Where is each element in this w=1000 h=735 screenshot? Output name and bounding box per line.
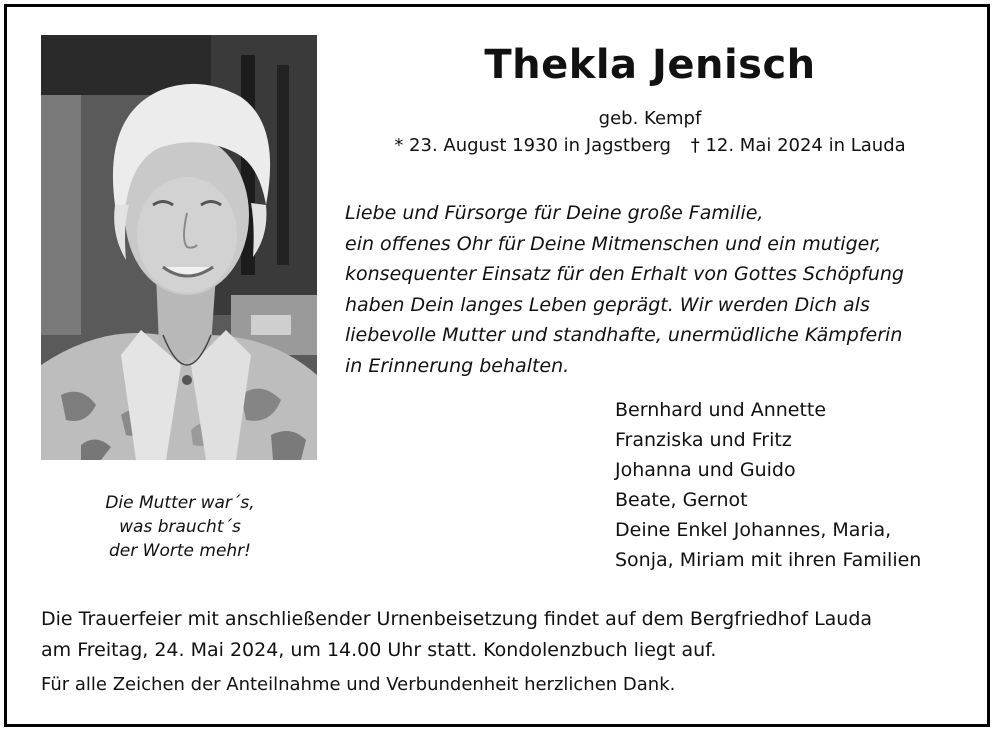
mourner-entry: Deine Enkel Johannes, Maria, (615, 519, 892, 541)
caption-line: was braucht´s (119, 517, 241, 537)
memorial-line: Liebe und Fürsorge für Deine große Familie, (345, 202, 764, 224)
memorial-line: konsequenter Einsatz für den Erhalt von Gottes Schöpfung (345, 263, 904, 285)
memorial-line: liebevolle Mutter und standhafte, unermüdliche Kämpferin (345, 324, 903, 346)
funeral-line: am Freitag, 24. Mai 2024, um 14.00 Uhr statt. Kondolenzbuch liegt auf. (41, 639, 717, 661)
memorial-line: ein offenes Ohr für Deine Mitmenschen und ein mutiger, (345, 232, 882, 255)
life-dates (340, 135, 960, 156)
mourner-entry: Beate, Gernot (615, 489, 748, 511)
memorial-line: in Erinnerung behalten. (345, 354, 570, 377)
memorial-line: haben Dein langes Leben geprägt. Wir werden Dich als (345, 293, 870, 316)
caption-line: Die Mutter war´s, (105, 493, 255, 513)
portrait-image (41, 35, 317, 460)
deceased-name: Thekla Jenisch (484, 42, 816, 88)
funeral-line: Die Trauerfeier mit anschließender Urnenbeisetzung findet auf dem Bergfriedhof Lauda (41, 608, 873, 630)
memorial-text (345, 198, 975, 381)
photo-caption (40, 491, 320, 563)
portrait-photo (41, 35, 317, 460)
death-date: † 12. Mai 2024 in Lauda (690, 135, 906, 156)
mourner-entry: Sonja, Miriam mit ihren Familien (615, 549, 922, 571)
mourner-entry: Bernhard und Annette (615, 399, 827, 421)
mourner-entry: Franziska und Fritz (615, 429, 792, 451)
birth-date: * 23. August 1930 in Jagstberg (394, 135, 671, 156)
caption-line: der Worte mehr! (109, 541, 251, 561)
funeral-details (41, 604, 971, 666)
thanks-note: Für alle Zeichen der Anteilnahme und Verbundenheit herzlichen Dank. (41, 674, 676, 695)
mourner-entry: Johanna und Guido (615, 459, 796, 481)
mourners-list (615, 395, 985, 575)
maiden-name: geb. Kempf (598, 108, 702, 129)
